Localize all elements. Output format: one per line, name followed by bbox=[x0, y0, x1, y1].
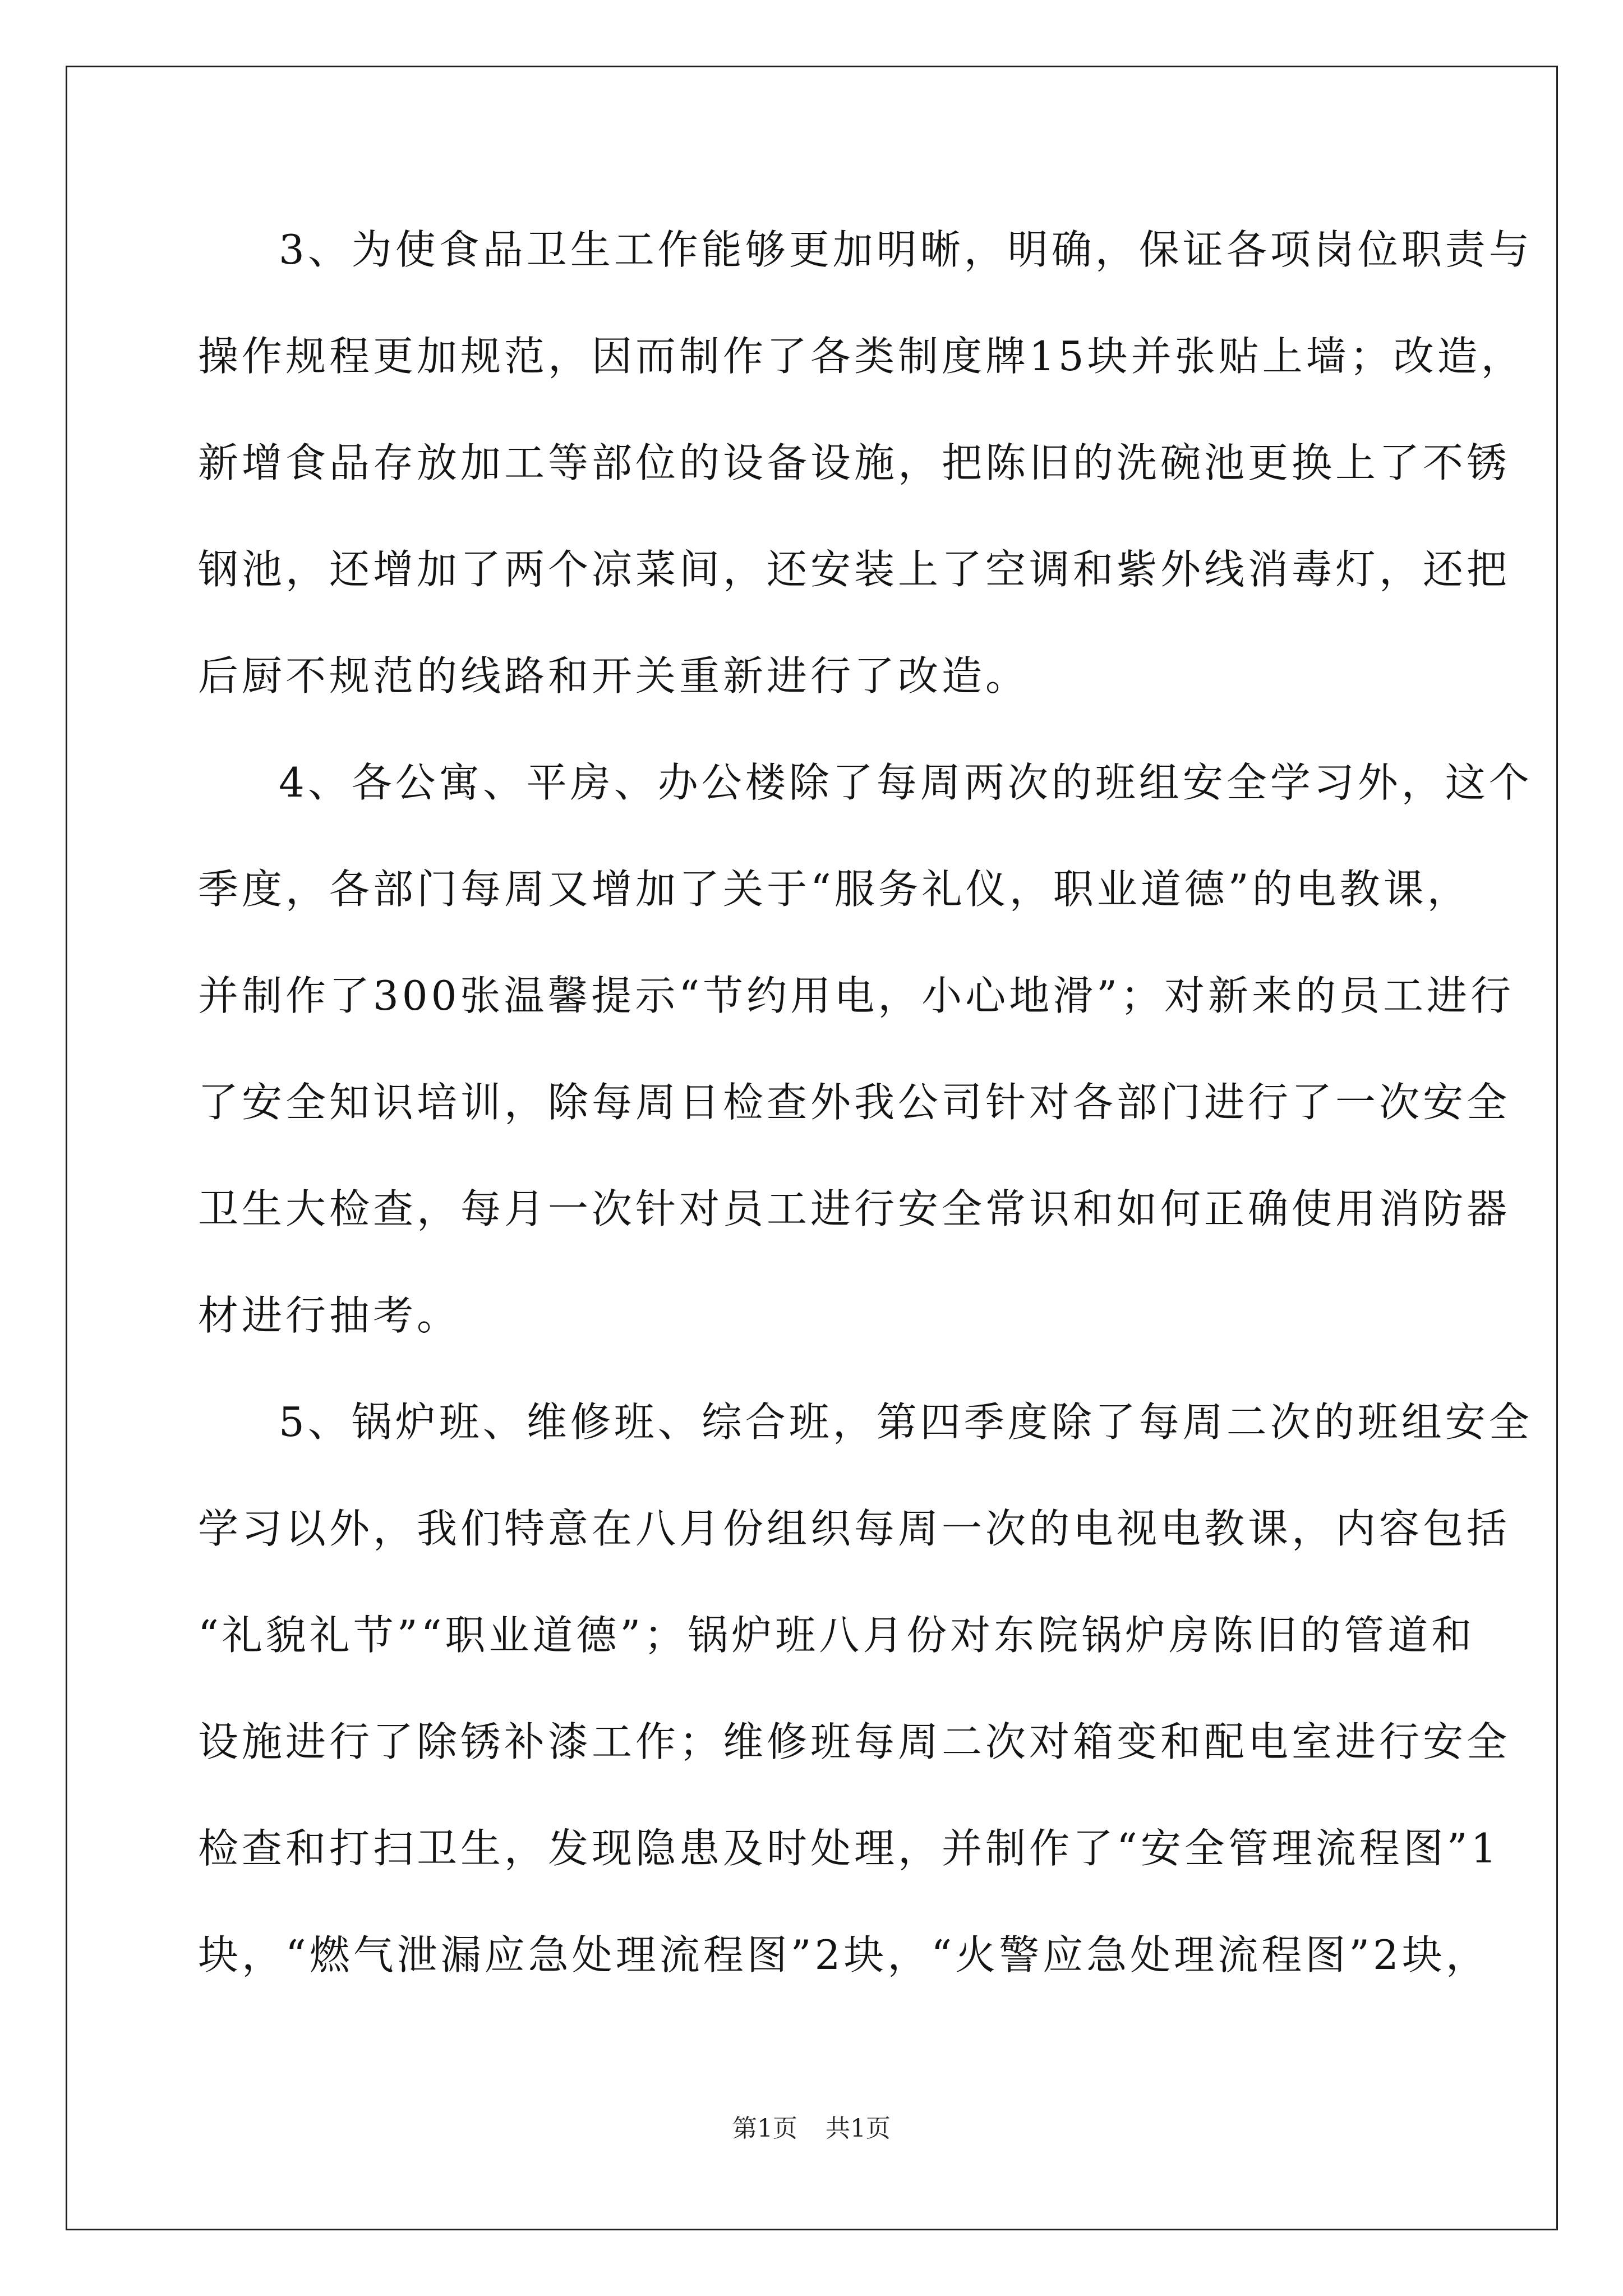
paragraph-4-line-1: 4、各公寓、平房、办公楼除了每周两次的班组安全学习外，这个 bbox=[279, 759, 1533, 806]
paragraph-4-line-2: 季度，各部门每周又增加了关于“服务礼仪，职业道德”的电教课， bbox=[198, 866, 1471, 913]
paragraph-5-line-1: 5、锅炉班、维修班、综合班，第四季度除了每周二次的班组安全 bbox=[279, 1398, 1533, 1446]
paragraph-5-line-5: 检查和打扫卫生，发现隐患及时处理，并制作了“安全管理流程图”1 bbox=[198, 1825, 1500, 1872]
paragraph-4-line-5: 卫生大检查，每月一次针对员工进行安全常识和如何正确使用消防器 bbox=[198, 1185, 1511, 1232]
paragraph-3-line-5: 后厨不规范的线路和开关重新进行了改造。 bbox=[198, 652, 1030, 700]
paragraph-3-line-3: 新增食品存放加工等部位的设备设施，把陈旧的洗碗池更换上了不锈 bbox=[198, 439, 1511, 486]
page-border bbox=[66, 66, 1558, 2230]
paragraph-5-line-2: 学习以外，我们特意在八月份组织每周一次的电视电教课，内容包括 bbox=[198, 1505, 1511, 1552]
paragraph-3-line-1: 3、为使食品卫生工作能够更加明晰，明确，保证各项岗位职责与 bbox=[279, 226, 1533, 273]
page-number: 第1页 bbox=[732, 2114, 797, 2143]
paragraph-5-line-4: 设施进行了除锈补漆工作；维修班每周二次对箱变和配电室进行安全 bbox=[198, 1718, 1511, 1765]
page-footer bbox=[0, 2112, 1623, 2146]
paragraph-5-line-3: “礼貌礼节”“职业道德”；锅炉班八月份对东院锅炉房陈旧的管道和 bbox=[198, 1612, 1476, 1659]
paragraph-4-line-6: 材进行抽考。 bbox=[198, 1292, 461, 1339]
paragraph-3-line-2: 操作规程更加规范，因而制作了各类制度牌15块并张贴上墙；改造， bbox=[198, 333, 1525, 380]
paragraph-4-line-4: 了安全知识培训，除每周日检查外我公司针对各部门进行了一次安全 bbox=[198, 1079, 1511, 1126]
page-total: 共1页 bbox=[826, 2114, 891, 2143]
paragraph-4-line-3: 并制作了300张温馨提示“节约用电，小心地滑”；对新来的员工进行 bbox=[198, 972, 1515, 1019]
paragraph-5-line-6: 块，“燃气泄漏应急处理流程图”2块，“火警应急处理流程图”2块， bbox=[198, 1931, 1490, 1978]
paragraph-3-line-4: 钢池，还增加了两个凉菜间，还安装上了空调和紫外线消毒灯，还把 bbox=[198, 546, 1511, 593]
